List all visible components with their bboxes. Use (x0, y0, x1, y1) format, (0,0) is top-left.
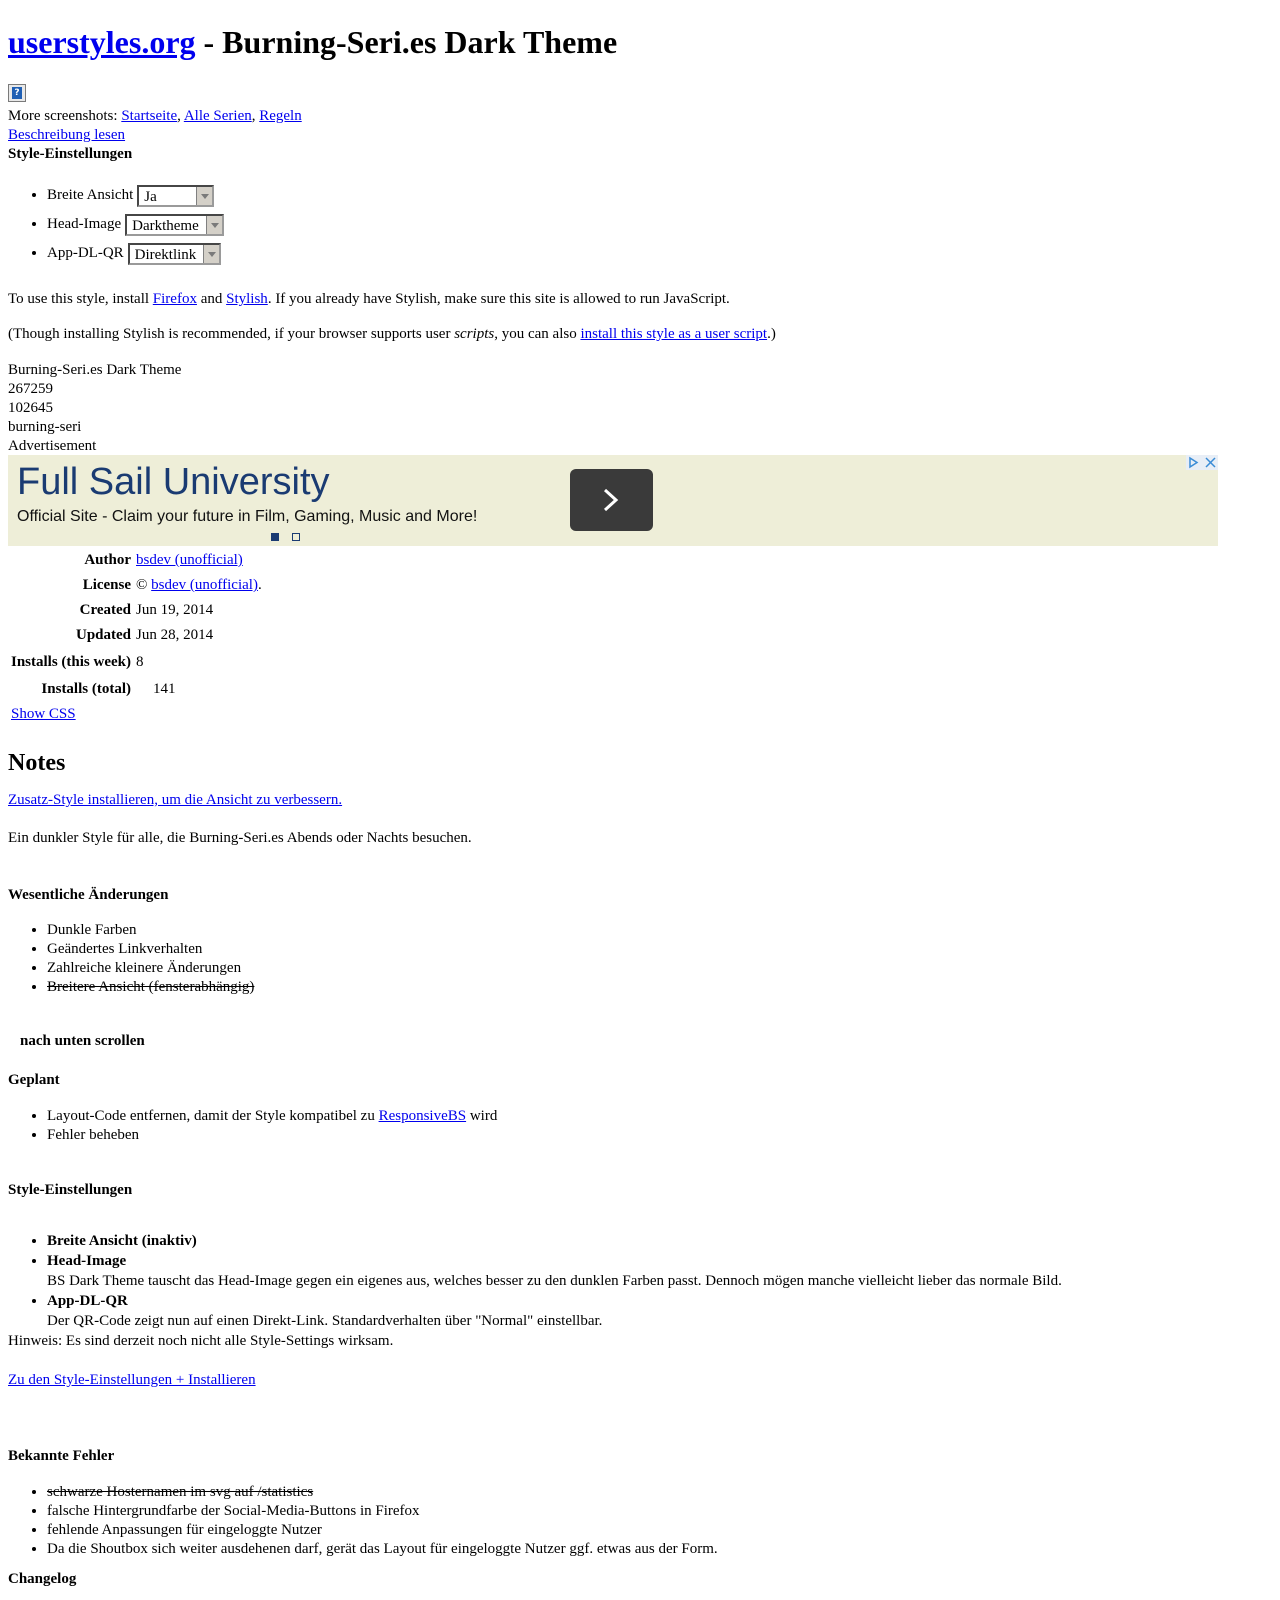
site-home-link[interactable]: userstyles.org (8, 24, 196, 60)
install-userscript-link[interactable]: install this style as a user script (580, 326, 768, 342)
meta-row-updated: Updated Jun 28, 2014 (76, 627, 214, 643)
changelog-heading: Changelog (8, 1571, 77, 1587)
ad-choices-corner[interactable] (1186, 455, 1218, 470)
list-item: • App-DL-QR Der QR-Code zeigt nun auf einen Direkt-Link. Standardverhalten über "Normal" einstellbar. (47, 1291, 1062, 1331)
list-item: • Layout-Code entfernen, damit der Style kompatibel zu ResponsiveBS wird (47, 1107, 497, 1126)
notes-heading: Notes (8, 750, 66, 776)
install-instructions: To use this style, install Firefox and Stylish. If you already have Stylish, make sure this site is allowed to run JavaScript. (8, 291, 730, 307)
list-item: • Breitere Ansicht (fensterabhängig) (47, 978, 254, 997)
ad-headline[interactable]: Full Sail University (17, 461, 330, 503)
list-item: • Head-Image BS Dark Theme tauscht das Head-Image gegen ein eigenes aus, welches besser zu den dunklen Farben passt. Dennoch mögen manche vielleicht lieber das normale Bild. (47, 1251, 1062, 1291)
ad-subline: Official Site - Claim your future in Film, Gaming, Music and More! (17, 508, 478, 525)
read-description-link[interactable]: Beschreibung lesen (8, 127, 126, 143)
advertisement-label: Advertisement (8, 438, 97, 454)
style-settings-list (8, 182, 224, 269)
list-item: • schwarze Hosternamen im svg auf /statistics (47, 1483, 718, 1502)
show-css-link[interactable]: Show CSS (11, 706, 76, 722)
chevron-down-icon (206, 216, 222, 234)
userscript-note: (Though installing Stylish is recommended, if your browser supports user scripts, you can also install this style as a user script.) (8, 326, 776, 342)
meta-row-license: License © bsdev (unofficial). (82, 577, 262, 593)
license-holder-link[interactable]: bsdev (unofficial) (151, 577, 258, 593)
list-item: • Da die Shoutbox sich weiter ausdehenen darf, gerät das Layout für eingeloggte Nutzer ggf. etwas aus der Form. (47, 1540, 718, 1559)
meta-row-installs-week: Installs (this week) 8 (11, 654, 144, 670)
meta-row-installs-total: Installs (total) 141 (41, 681, 176, 697)
stylish-link[interactable]: Stylish (226, 291, 268, 307)
list-item: • Dunkle Farben (47, 921, 254, 940)
settings-notes-list (8, 1231, 1062, 1331)
screenshot-link-regeln[interactable]: Regeln (259, 108, 302, 124)
responsivebs-link[interactable]: ResponsiveBS (378, 1108, 467, 1124)
settings-hint: Hinweis: Es sind derzeit noch nicht alle Style-Settings wirksam. (8, 1333, 394, 1349)
planned-list (8, 1107, 497, 1145)
changes-heading: Wesentliche Änderungen (8, 887, 169, 903)
style-meta-table (8, 548, 265, 727)
list-item: • Fehler beheben (47, 1126, 497, 1145)
known-bugs-heading: Bekannte Fehler (8, 1448, 115, 1464)
list-item: • Zahlreiche kleinere Änderungen (47, 959, 254, 978)
style-settings-heading: Style-Einstellungen (8, 146, 133, 162)
advertisement-banner[interactable] (8, 455, 1218, 546)
chevron-right-icon (601, 488, 621, 512)
style-id-value: 267259 (8, 381, 53, 397)
notes-intro: Ein dunkler Style für alle, die Burning-Seri.es Abends oder Nachts besuchen. (8, 830, 472, 846)
scroll-hint: nach unten scrollen (20, 1033, 145, 1049)
meta-row-author: Author bsdev (unofficial) (84, 552, 243, 568)
user-id-value: 102645 (8, 400, 53, 416)
ad-choices-close-icon (1186, 455, 1218, 470)
known-bugs-list (8, 1483, 718, 1559)
setting-app-dl-qr: • App-DL-QR Direktlink (47, 240, 224, 269)
setting-head-image: • Head-Image Darktheme (47, 211, 224, 240)
style-name-value: Burning-Seri.es Dark Theme (8, 362, 182, 378)
list-item: • fehlende Anpassungen für eingeloggte Nutzer (47, 1521, 718, 1540)
screenshot-link-alle-serien[interactable]: Alle Serien (183, 108, 252, 124)
list-item: • falsche Hintergrundfarbe der Social-Media-Buttons in Firefox (47, 1502, 718, 1521)
more-screenshots: More screenshots: Startseite, Alle Serien, Regeln (8, 108, 302, 124)
ad-arrow-button[interactable] (570, 469, 653, 531)
head-image-select[interactable]: Darktheme (125, 214, 224, 236)
settings-notes-heading: Style-Einstellungen (8, 1182, 133, 1198)
list-item: • Geändertes Linkverhalten (47, 940, 254, 959)
settings-install-link[interactable]: Zu den Style-Einstellungen + Installieren (8, 1372, 256, 1388)
app-dl-qr-select[interactable]: Direktlink (128, 243, 221, 265)
planned-heading: Geplant (8, 1072, 60, 1088)
screenshot-placeholder-icon[interactable] (8, 84, 26, 102)
changes-list (8, 921, 254, 997)
question-mark-icon: ? (12, 87, 22, 99)
author-link[interactable]: bsdev (unofficial) (136, 552, 243, 568)
page-title (8, 22, 617, 62)
screenshot-link-startseite[interactable]: Startseite (121, 108, 178, 124)
chevron-down-icon (196, 187, 212, 205)
setting-breite-ansicht: • Breite Ansicht Ja (47, 182, 224, 211)
style-title: - Burning-Seri.es Dark Theme (195, 24, 618, 60)
style-slug-value: burning-seri (8, 419, 82, 435)
chevron-down-icon (203, 245, 219, 263)
addon-style-link[interactable]: Zusatz-Style installieren, um die Ansicht zu verbessern. (8, 792, 343, 808)
ad-page-dot[interactable] (292, 533, 300, 541)
list-item: • Breite Ansicht (inaktiv) (47, 1231, 1062, 1251)
firefox-link[interactable]: Firefox (152, 291, 197, 307)
breite-ansicht-select[interactable]: Ja (137, 185, 214, 207)
meta-row-created: Created Jun 19, 2014 (79, 602, 214, 618)
ad-page-dot-active[interactable] (271, 533, 279, 541)
